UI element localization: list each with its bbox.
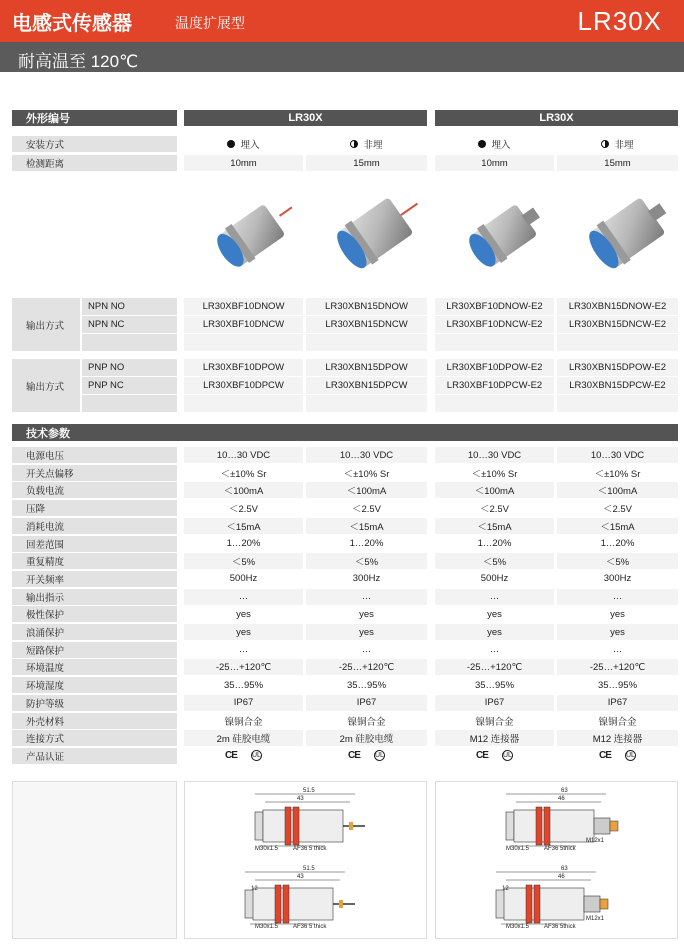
temperature-band-text: 耐高温至 120℃ bbox=[18, 52, 139, 71]
cert-marks bbox=[599, 750, 636, 761]
tech-param-value: … bbox=[306, 642, 427, 658]
tech-param-value: 35…95% bbox=[184, 677, 303, 693]
tech-param-value: M12 连接器 bbox=[557, 730, 678, 746]
tech-param-value: -25…+120℃ bbox=[435, 659, 554, 675]
tech-param-label: 开关频率 bbox=[12, 571, 177, 587]
tech-param-value: … bbox=[184, 642, 303, 658]
mounting-value bbox=[435, 136, 554, 152]
npn-model-code: LR30XBF10DNCW-E2 bbox=[435, 316, 554, 333]
tech-param-value: ＜±10% Sr bbox=[184, 465, 303, 481]
tech-param-label: 环境温度 bbox=[12, 659, 177, 675]
tech-param-label: 浪涌保护 bbox=[12, 624, 177, 640]
tech-param-value: yes bbox=[306, 624, 427, 640]
ul-mark-icon: UL bbox=[625, 752, 635, 760]
tech-param-label: 回差范围 bbox=[12, 536, 177, 552]
tech-param-value: 镍铜合金 bbox=[184, 713, 303, 729]
tech-param-value: 500Hz bbox=[184, 571, 303, 587]
nonflush-dot-icon bbox=[350, 140, 358, 148]
tech-param-label: 极性保护 bbox=[12, 606, 177, 622]
drawing-panel-cable bbox=[184, 781, 427, 939]
tech-param-label: 压降 bbox=[12, 500, 177, 516]
mounting-value bbox=[306, 136, 427, 152]
npn-model-code: LR30XBN15DNOW bbox=[306, 298, 427, 315]
tech-param-label: 消耗电流 bbox=[12, 518, 177, 534]
flush-dot-icon bbox=[478, 140, 486, 148]
tech-param-value: … bbox=[557, 589, 678, 605]
tech-param-value: -25…+120℃ bbox=[184, 659, 303, 675]
tech-param-value: ＜15mA bbox=[435, 518, 554, 534]
conn-label: M12x1 bbox=[586, 838, 605, 844]
mounting-value bbox=[184, 136, 303, 152]
tech-param-value bbox=[306, 748, 427, 764]
npn-type-label: NPN NC bbox=[82, 316, 177, 333]
tech-param-value: … bbox=[184, 589, 303, 605]
len-body-label: 46 bbox=[558, 796, 565, 802]
pnp-empty-cell bbox=[435, 395, 554, 412]
tech-param-value: yes bbox=[557, 606, 678, 622]
conn-label: M12x1 bbox=[586, 916, 605, 922]
mounting-text: 非埋 bbox=[614, 140, 634, 151]
tech-param-value: IP67 bbox=[557, 695, 678, 711]
tech-param-value: 1…20% bbox=[184, 536, 303, 552]
tech-param-value: 2m 硅胶电缆 bbox=[184, 730, 303, 746]
tech-param-label: 连接方式 bbox=[12, 730, 177, 746]
tech-param-value: 2m 硅胶电缆 bbox=[306, 730, 427, 746]
tech-param-value: ＜2.5V bbox=[184, 500, 303, 516]
pnp-type-label: PNP NC bbox=[82, 377, 177, 394]
npn-model-code: LR30XBN15DNCW-E2 bbox=[557, 316, 678, 333]
tech-param-value: 镍铜合金 bbox=[435, 713, 554, 729]
pnp-model-code: LR30XBF10DPCW bbox=[184, 377, 303, 394]
tech-param-value: ＜5% bbox=[557, 553, 678, 569]
tech-title: 技术参数 bbox=[12, 424, 678, 441]
distance-value: 10mm bbox=[184, 155, 303, 171]
npn-model-code: LR30XBN15DNOW-E2 bbox=[557, 298, 678, 315]
tech-param-value: ＜5% bbox=[306, 553, 427, 569]
tech-param-value: ＜100mA bbox=[184, 482, 303, 498]
tech-param-value: ＜±10% Sr bbox=[557, 465, 678, 481]
npn-type-label: NPN NO bbox=[82, 298, 177, 315]
npn-model-code: LR30XBF10DNOW-E2 bbox=[435, 298, 554, 315]
distance-value: 10mm bbox=[435, 155, 554, 171]
nonflush-dot-icon bbox=[601, 140, 609, 148]
len-body-label: 43 bbox=[297, 796, 304, 802]
sensor-cable-image bbox=[190, 190, 300, 290]
npn-empty-cell bbox=[557, 334, 678, 351]
npn-model-code: LR30XBF10DNOW bbox=[184, 298, 303, 315]
len-total-label: 63 bbox=[561, 788, 568, 794]
mounting-text: 埋入 bbox=[491, 140, 511, 151]
flush-ext-label: 12 bbox=[251, 886, 258, 892]
thread-label: M30x1.5 bbox=[255, 924, 279, 930]
tech-param-value: 10…30 VDC bbox=[435, 447, 554, 463]
tech-param-value: yes bbox=[184, 624, 303, 640]
tech-param-label: 电源电压 bbox=[12, 447, 177, 463]
dimension-drawing-cable bbox=[185, 782, 426, 938]
pnp-empty-cell bbox=[184, 395, 303, 412]
pnp-type-label: PNP NO bbox=[82, 359, 177, 376]
tech-param-value: yes bbox=[184, 606, 303, 622]
pnp-model-code: LR30XBN15DPCW-E2 bbox=[557, 377, 678, 394]
npn-model-code: LR30XBF10DNCW bbox=[184, 316, 303, 333]
tech-param-value: 镍铜合金 bbox=[306, 713, 427, 729]
tech-param-label: 环境湿度 bbox=[12, 677, 177, 693]
tech-param-value: 1…20% bbox=[306, 536, 427, 552]
sensor-cable-image bbox=[312, 190, 422, 290]
drawing-panel-m12 bbox=[435, 781, 678, 939]
distance-value: 15mm bbox=[306, 155, 427, 171]
tech-param-value: yes bbox=[557, 624, 678, 640]
len-total-label: 51.5 bbox=[303, 788, 315, 794]
header-model: LR30X bbox=[577, 6, 662, 36]
tech-param-value: … bbox=[435, 642, 554, 658]
tech-param-value: 300Hz bbox=[306, 571, 427, 587]
page-header bbox=[0, 0, 684, 42]
header-subtitle: 温度扩展型 bbox=[175, 15, 245, 31]
flush-dot-icon bbox=[227, 140, 235, 148]
len-total-label: 63 bbox=[561, 866, 568, 872]
tech-param-label: 输出指示 bbox=[12, 589, 177, 605]
cert-marks bbox=[225, 750, 262, 761]
flush-ext-label: 12 bbox=[502, 886, 509, 892]
pnp-empty-row bbox=[82, 395, 177, 412]
nut-label: AF36 5 thick bbox=[293, 924, 327, 930]
distance-value: 15mm bbox=[557, 155, 678, 171]
tech-param-value: ＜100mA bbox=[435, 482, 554, 498]
tech-param-value: yes bbox=[435, 606, 554, 622]
tech-param-value: 500Hz bbox=[435, 571, 554, 587]
npn-empty-cell bbox=[435, 334, 554, 351]
tech-param-value: 35…95% bbox=[306, 677, 427, 693]
tech-param-value: … bbox=[557, 642, 678, 658]
ce-mark-icon: CE bbox=[599, 750, 611, 762]
npn-empty-cell bbox=[184, 334, 303, 351]
tech-param-value bbox=[435, 748, 554, 764]
tech-param-value: -25…+120℃ bbox=[306, 659, 427, 675]
tech-param-value: ＜5% bbox=[435, 553, 554, 569]
mounting-text: 埋入 bbox=[240, 140, 260, 151]
tech-param-value: ＜15mA bbox=[184, 518, 303, 534]
ce-mark-icon: CE bbox=[225, 750, 237, 762]
tech-param-value: yes bbox=[435, 624, 554, 640]
tech-param-value: ＜2.5V bbox=[435, 500, 554, 516]
tech-param-value: ＜5% bbox=[184, 553, 303, 569]
header-title: 电感式传感器 bbox=[12, 13, 132, 35]
pnp-model-code: LR30XBF10DPOW-E2 bbox=[435, 359, 554, 376]
ce-mark-icon: CE bbox=[348, 750, 360, 762]
tech-param-value: … bbox=[306, 589, 427, 605]
thread-label: M30x1.5 bbox=[255, 846, 279, 852]
sensor-connector-image bbox=[564, 190, 674, 290]
tech-param-label: 重复精度 bbox=[12, 553, 177, 569]
pnp-group-label: 输出方式 bbox=[12, 359, 80, 412]
pnp-model-code: LR30XBN15DPOW bbox=[306, 359, 427, 376]
tech-param-value: 1…20% bbox=[557, 536, 678, 552]
drawing-panel-empty bbox=[12, 781, 177, 939]
tech-param-value: ＜100mA bbox=[306, 482, 427, 498]
cert-marks bbox=[348, 750, 385, 761]
tech-param-value: 300Hz bbox=[557, 571, 678, 587]
nut-label: AF36 5 thick bbox=[293, 846, 327, 852]
tech-param-value: yes bbox=[306, 606, 427, 622]
tech-param-value: … bbox=[435, 589, 554, 605]
len-body-label: 43 bbox=[297, 874, 304, 880]
nut-label: AF36 5thick bbox=[544, 846, 576, 852]
tech-param-value: ＜±10% Sr bbox=[435, 465, 554, 481]
thread-label: M30x1.5 bbox=[506, 924, 530, 930]
tech-param-value: ＜15mA bbox=[306, 518, 427, 534]
mounting-text: 非埋 bbox=[363, 140, 383, 151]
thread-label: M30x1.5 bbox=[506, 846, 530, 852]
tech-param-label: 防护等级 bbox=[12, 695, 177, 711]
tech-param-label: 开关点偏移 bbox=[12, 465, 177, 481]
tech-param-value: ＜2.5V bbox=[557, 500, 678, 516]
tech-param-label: 负载电流 bbox=[12, 482, 177, 498]
ul-mark-icon: UL bbox=[374, 752, 384, 760]
tech-param-label: 短路保护 bbox=[12, 642, 177, 658]
len-body-label: 46 bbox=[558, 874, 565, 880]
tech-param-value: ＜100mA bbox=[557, 482, 678, 498]
pnp-model-code: LR30XBF10DPOW bbox=[184, 359, 303, 376]
mounting-value bbox=[557, 136, 678, 152]
temperature-band bbox=[0, 42, 684, 72]
ul-mark-icon: UL bbox=[502, 752, 512, 760]
tech-param-value: IP67 bbox=[435, 695, 554, 711]
pnp-model-code: LR30XBN15DPCW bbox=[306, 377, 427, 394]
tech-param-value: 1…20% bbox=[435, 536, 554, 552]
npn-empty-cell bbox=[306, 334, 427, 351]
pnp-model-code: LR30XBN15DPOW-E2 bbox=[557, 359, 678, 376]
group-b-header: LR30X bbox=[435, 110, 678, 126]
tech-param-value: -25…+120℃ bbox=[557, 659, 678, 675]
len-total-label: 51.5 bbox=[303, 866, 315, 872]
tech-param-value: 10…30 VDC bbox=[184, 447, 303, 463]
tech-param-value: ＜15mA bbox=[557, 518, 678, 534]
tech-param-value: M12 连接器 bbox=[435, 730, 554, 746]
tech-param-value: 35…95% bbox=[435, 677, 554, 693]
tech-param-value: ＜2.5V bbox=[306, 500, 427, 516]
section-shape-label: 外形编号 bbox=[12, 110, 177, 126]
pnp-empty-cell bbox=[557, 395, 678, 412]
ul-mark-icon: UL bbox=[251, 752, 261, 760]
group-a-header: LR30X bbox=[184, 110, 427, 126]
tech-param-label: 产品认证 bbox=[12, 748, 177, 764]
npn-empty-row bbox=[82, 334, 177, 351]
tech-param-value: ＜±10% Sr bbox=[306, 465, 427, 481]
mounting-label: 安装方式 bbox=[12, 136, 177, 152]
dimension-drawing-connector bbox=[436, 782, 677, 938]
npn-model-code: LR30XBN15DNCW bbox=[306, 316, 427, 333]
cert-marks bbox=[476, 750, 513, 761]
npn-group-label: 输出方式 bbox=[12, 298, 80, 351]
tech-param-value: 10…30 VDC bbox=[306, 447, 427, 463]
tech-param-value bbox=[557, 748, 678, 764]
tech-param-value: 10…30 VDC bbox=[557, 447, 678, 463]
sensor-connector-image bbox=[442, 190, 552, 290]
nut-label: AF36 5thick bbox=[544, 924, 576, 930]
tech-param-value: 镍铜合金 bbox=[557, 713, 678, 729]
pnp-empty-cell bbox=[306, 395, 427, 412]
tech-param-value: 35…95% bbox=[557, 677, 678, 693]
distance-label: 检测距离 bbox=[12, 155, 177, 171]
tech-param-label: 外壳材料 bbox=[12, 713, 177, 729]
tech-param-value: IP67 bbox=[306, 695, 427, 711]
ce-mark-icon: CE bbox=[476, 750, 488, 762]
tech-param-value: IP67 bbox=[184, 695, 303, 711]
tech-param-value bbox=[184, 748, 303, 764]
pnp-model-code: LR30XBF10DPCW-E2 bbox=[435, 377, 554, 394]
